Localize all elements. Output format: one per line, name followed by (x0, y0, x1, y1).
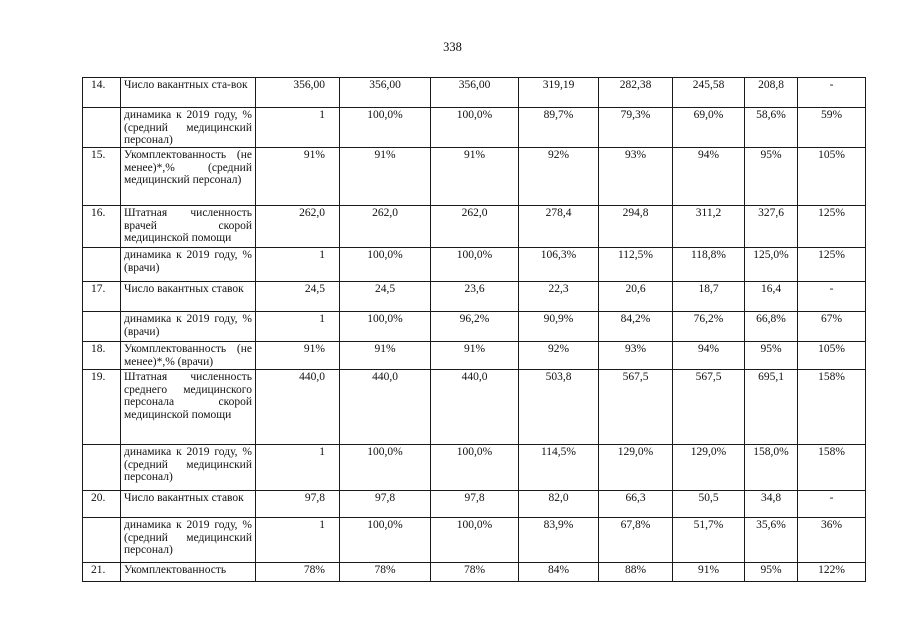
indicator-name: динамика к 2019 году, % (врачи) (121, 312, 256, 342)
indicator-name: Укомплектованность (121, 563, 256, 582)
value-cell: 91% (431, 342, 519, 370)
value-cell: 94% (673, 342, 745, 370)
value-cell: 91% (256, 342, 340, 370)
value-cell: 79,3% (599, 108, 673, 148)
value-cell: 88% (599, 563, 673, 582)
value-cell: 100,0% (431, 445, 519, 491)
value-cell: 84% (519, 563, 599, 582)
table-row (83, 370, 866, 445)
row-number (83, 248, 121, 282)
row-number: 16. (83, 206, 121, 248)
value-cell: 93% (599, 342, 673, 370)
value-cell: 1 (256, 248, 340, 282)
value-cell: 91% (673, 563, 745, 582)
value-cell: 245,58 (673, 78, 745, 108)
value-cell: 93% (599, 148, 673, 206)
indicator-name: Число вакантных ста-вок (121, 78, 256, 108)
value-cell: 208,8 (745, 78, 798, 108)
value-cell: 262,0 (431, 206, 519, 248)
value-cell: 112,5% (599, 248, 673, 282)
row-number (83, 312, 121, 342)
value-cell: - (798, 282, 866, 312)
value-cell: 311,2 (673, 206, 745, 248)
table-row (83, 491, 866, 518)
value-cell: 94% (673, 148, 745, 206)
value-cell: 91% (340, 148, 431, 206)
value-cell: 100,0% (431, 248, 519, 282)
value-cell: 125% (798, 248, 866, 282)
value-cell: 262,0 (256, 206, 340, 248)
value-cell: 356,00 (431, 78, 519, 108)
value-cell: 97,8 (431, 491, 519, 518)
value-cell: 356,00 (256, 78, 340, 108)
value-cell: 50,5 (673, 491, 745, 518)
value-cell: 58,6% (745, 108, 798, 148)
table-row (83, 312, 866, 342)
table-row (83, 148, 866, 206)
value-cell: 567,5 (673, 370, 745, 445)
value-cell: 76,2% (673, 312, 745, 342)
indicator-name: Штатная численность врачей скорой медицинской помощи (121, 206, 256, 248)
value-cell: 100,0% (340, 518, 431, 563)
value-cell: 91% (340, 342, 431, 370)
value-cell: 100,0% (431, 108, 519, 148)
indicator-name: Укомплектованность (не менее)*,% (врачи) (121, 342, 256, 370)
value-cell: 105% (798, 342, 866, 370)
value-cell: 440,0 (340, 370, 431, 445)
indicator-name: Число вакантных ставок (121, 282, 256, 312)
value-cell: 1 (256, 445, 340, 491)
value-cell: 100,0% (340, 108, 431, 148)
value-cell: 51,7% (673, 518, 745, 563)
indicator-name: Укомплектованность (не менее)*,% (средний медицинский персонал) (121, 148, 256, 206)
value-cell: 158% (798, 370, 866, 445)
value-cell: 96,2% (431, 312, 519, 342)
value-cell: - (798, 78, 866, 108)
value-cell: 118,8% (673, 248, 745, 282)
table-row (83, 282, 866, 312)
value-cell: 97,8 (256, 491, 340, 518)
value-cell: 35,6% (745, 518, 798, 563)
value-cell: 158,0% (745, 445, 798, 491)
value-cell: 16,4 (745, 282, 798, 312)
value-cell: 83,9% (519, 518, 599, 563)
value-cell: 69,0% (673, 108, 745, 148)
value-cell: 67,8% (599, 518, 673, 563)
value-cell: 695,1 (745, 370, 798, 445)
value-cell: 125,0% (745, 248, 798, 282)
value-cell: 36% (798, 518, 866, 563)
value-cell: 97,8 (340, 491, 431, 518)
value-cell: 78% (256, 563, 340, 582)
value-cell: 158% (798, 445, 866, 491)
value-cell: 78% (340, 563, 431, 582)
value-cell: 24,5 (256, 282, 340, 312)
value-cell: 319,19 (519, 78, 599, 108)
value-cell: 1 (256, 108, 340, 148)
table-row (83, 248, 866, 282)
data-table (82, 77, 866, 582)
value-cell: 95% (745, 342, 798, 370)
value-cell: 282,38 (599, 78, 673, 108)
value-cell: 24,5 (340, 282, 431, 312)
value-cell: 82,0 (519, 491, 599, 518)
value-cell: 440,0 (256, 370, 340, 445)
row-number: 15. (83, 148, 121, 206)
value-cell: 20,6 (599, 282, 673, 312)
row-number: 21. (83, 563, 121, 582)
value-cell: 22,3 (519, 282, 599, 312)
value-cell: 278,4 (519, 206, 599, 248)
value-cell: 100,0% (340, 312, 431, 342)
value-cell: 1 (256, 312, 340, 342)
indicator-name: динамика к 2019 году, % (средний медицинский персонал) (121, 108, 256, 148)
value-cell: 90,9% (519, 312, 599, 342)
value-cell: 440,0 (431, 370, 519, 445)
table-row (83, 563, 866, 582)
value-cell: 91% (256, 148, 340, 206)
value-cell: 122% (798, 563, 866, 582)
value-cell: 59% (798, 108, 866, 148)
value-cell: 34,8 (745, 491, 798, 518)
row-number: 18. (83, 342, 121, 370)
page-number: 338 (443, 40, 462, 54)
value-cell: 294,8 (599, 206, 673, 248)
table-row (83, 342, 866, 370)
indicator-name: Число вакантных ставок (121, 491, 256, 518)
value-cell: 262,0 (340, 206, 431, 248)
value-cell: 18,7 (673, 282, 745, 312)
value-cell: 89,7% (519, 108, 599, 148)
table-row (83, 206, 866, 248)
value-cell: 125% (798, 206, 866, 248)
row-number: 17. (83, 282, 121, 312)
value-cell: 503,8 (519, 370, 599, 445)
row-number (83, 108, 121, 148)
value-cell: 327,6 (745, 206, 798, 248)
value-cell: 356,00 (340, 78, 431, 108)
value-cell: 105% (798, 148, 866, 206)
indicator-name: динамика к 2019 году, % (врачи) (121, 248, 256, 282)
row-number: 20. (83, 491, 121, 518)
value-cell: 1 (256, 518, 340, 563)
value-cell: 106,3% (519, 248, 599, 282)
value-cell: 92% (519, 342, 599, 370)
table-row (83, 108, 866, 148)
value-cell: 100,0% (431, 518, 519, 563)
value-cell: 66,8% (745, 312, 798, 342)
value-cell: 95% (745, 563, 798, 582)
table-row (83, 445, 866, 491)
value-cell: 66,3 (599, 491, 673, 518)
value-cell: 23,6 (431, 282, 519, 312)
value-cell: 92% (519, 148, 599, 206)
value-cell: 91% (431, 148, 519, 206)
value-cell: 100,0% (340, 248, 431, 282)
table-row (83, 78, 866, 108)
row-number (83, 518, 121, 563)
value-cell: 567,5 (599, 370, 673, 445)
indicator-name: динамика к 2019 году, % (средний медицинский персонал) (121, 445, 256, 491)
value-cell: 129,0% (599, 445, 673, 491)
value-cell: 100,0% (340, 445, 431, 491)
indicator-name: динамика к 2019 году, % (средний медицинский персонал) (121, 518, 256, 563)
row-number (83, 445, 121, 491)
value-cell: 84,2% (599, 312, 673, 342)
value-cell: 67% (798, 312, 866, 342)
row-number: 14. (83, 78, 121, 108)
value-cell: 78% (431, 563, 519, 582)
table-row (83, 518, 866, 563)
value-cell: - (798, 491, 866, 518)
value-cell: 129,0% (673, 445, 745, 491)
value-cell: 95% (745, 148, 798, 206)
value-cell: 114,5% (519, 445, 599, 491)
row-number: 19. (83, 370, 121, 445)
indicator-name: Штатная численность среднего медицинского персонала скорой медицинской помощи (121, 370, 256, 445)
